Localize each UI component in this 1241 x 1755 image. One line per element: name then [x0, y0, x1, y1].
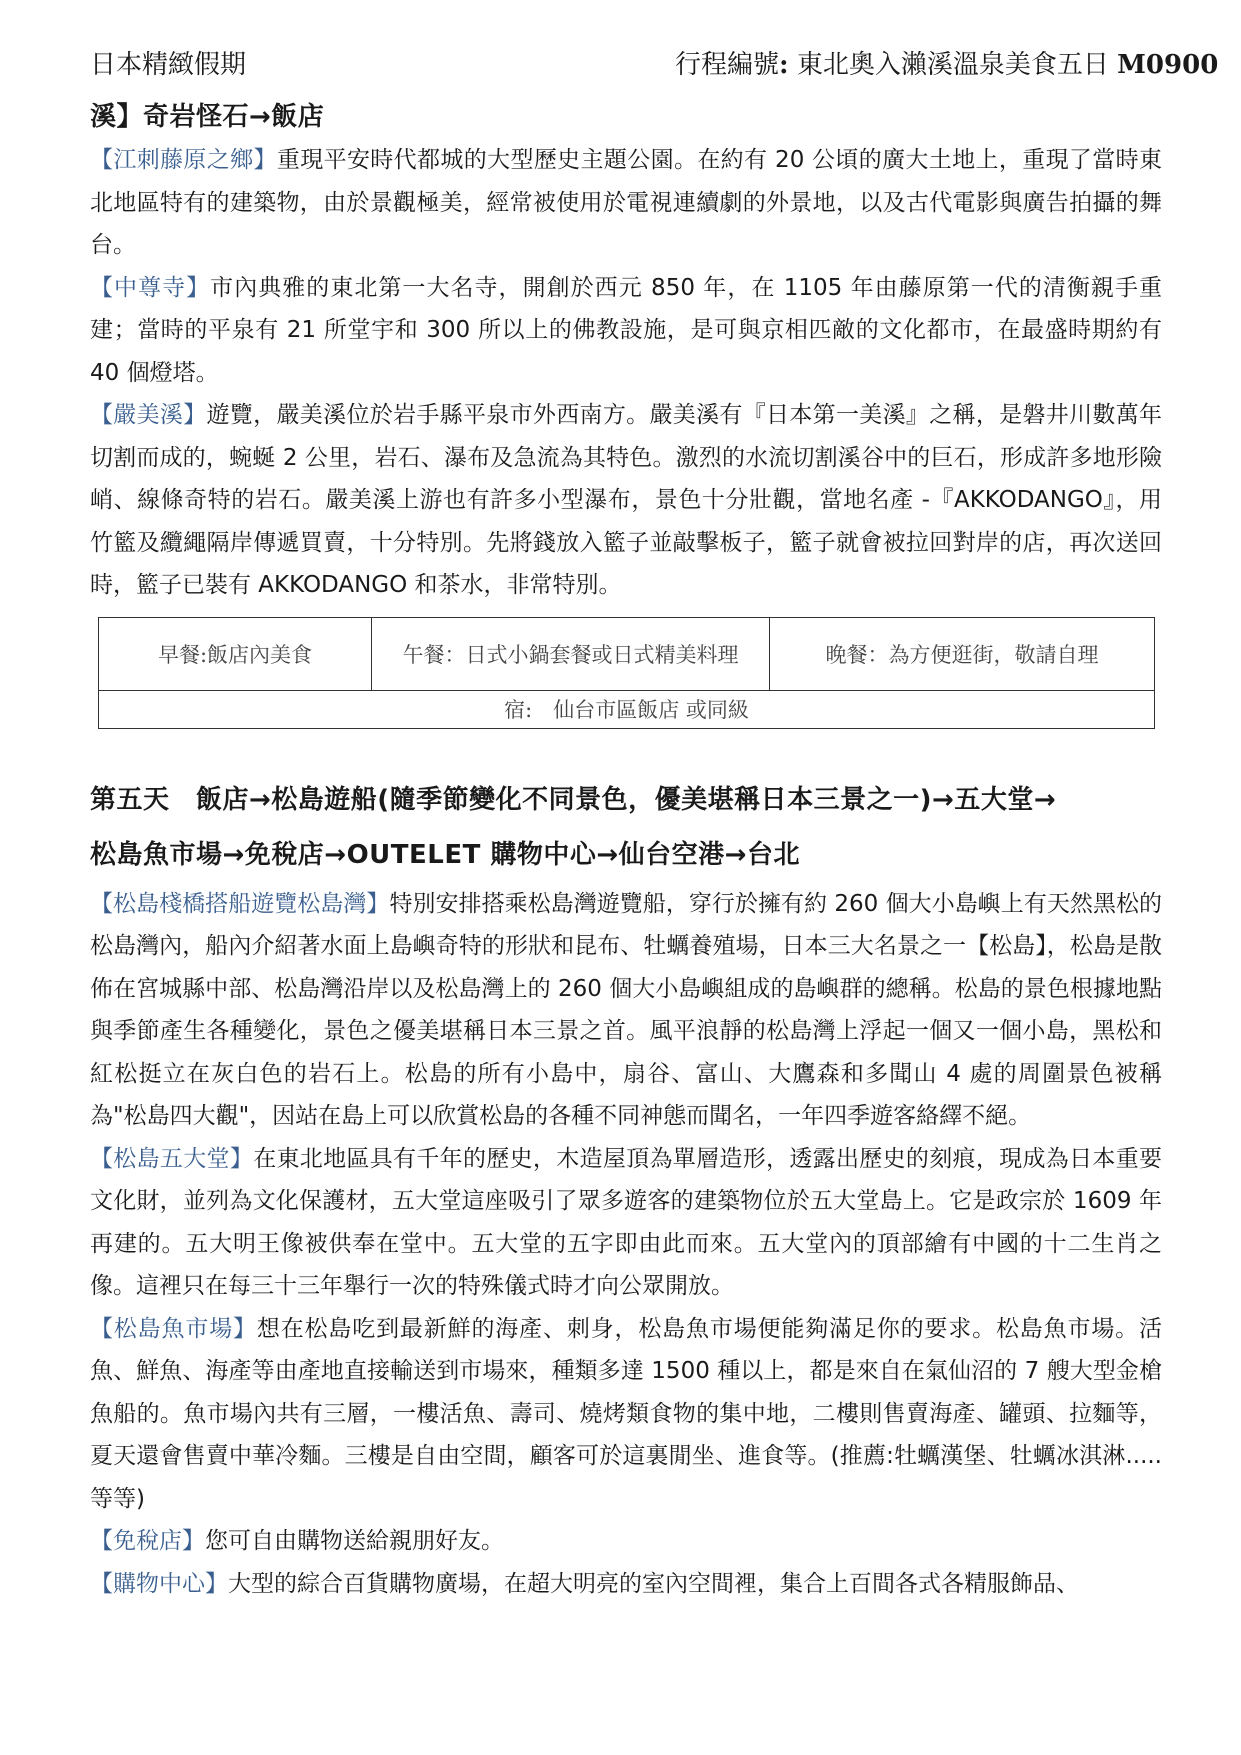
attraction-tag: 【松島魚市場】 — [90, 1315, 257, 1342]
breakfast-cell: 早餐:飯店內美食 — [99, 617, 372, 690]
meal-row — [99, 617, 1155, 690]
day4-heading-tail: 溪】奇岩怪石→飯店 — [90, 102, 325, 132]
paragraph-text: 大型的綜合百貨購物廣場，在超大明亮的室內空間裡，集合上百間各式各精服飾品、 — [228, 1570, 1079, 1597]
attraction-tag: 【中尊寺】 — [90, 274, 211, 301]
itinerary-name: 東北奧入瀨溪溫泉美食五日 — [788, 50, 1118, 80]
paragraph-text: 您可自由購物送給親朋好友。 — [205, 1528, 504, 1554]
day5-heading-line2: 松島魚市場→免稅店→OUTELET 購物中心→仙台空港→台北 — [90, 839, 800, 870]
attraction-tag: 【嚴美溪】 — [90, 402, 207, 428]
section-spacer — [90, 729, 1162, 773]
paragraph-text: 在東北地區具有千年的歷史，木造屋頂為單層造形，透露出歷史的刻痕，現成為日本重要文化財，並列為文化保護材，五大堂這座吸引了眾多遊客的建築物位於五大堂島上。它是政宗於 1609 年再建的。五大明王像被供奉在堂中。五大堂的五字即由此而來。五大堂內的頂部繪有中國的十二生肖之像。這裡只在每三十三年舉行一次的特殊儀式時才向公眾開放。 — [90, 1145, 1163, 1299]
attraction-tag: 【江刺藤原之鄉】 — [90, 147, 277, 173]
paragraph-shopping-center — [90, 1563, 1162, 1606]
dinner-cell: 晚餐：為方便逛街，敬請自理 — [770, 617, 1155, 690]
main-content — [90, 95, 1162, 1605]
day5-heading-line1: 第五天 飯店→松島遊船(隨季節變化不同景色，優美堪稱日本三景之一)→五大堂→ — [90, 784, 1057, 815]
paragraph-matsushima-cruise — [90, 883, 1162, 1138]
meal-table — [98, 617, 1155, 729]
attraction-tag: 【購物中心】 — [90, 1570, 228, 1597]
page-header — [90, 44, 1219, 84]
paragraph-godaido — [90, 1138, 1162, 1308]
paragraph-duty-free — [90, 1520, 1162, 1563]
itinerary-label: 行程編號 — [675, 50, 780, 80]
itinerary-number — [675, 44, 1218, 81]
paragraph-text: 遊覽，嚴美溪位於岩手縣平泉市外西南方。嚴美溪有『日本第一美溪』之稱，是磐井川數萬年切割而成的，蜿蜒 2 公里，岩石、瀑布及急流為其特色。激烈的水流切割溪谷中的巨石，形成許多地形險峭、線條奇特的岩石。嚴美溪上游也有許多小型瀑布，景色十分壯觀，當地名產 -『AKKODANGO』，用竹籃及纜繩隔岸傳遞買賣，十分特別。先將錢放入籃子並敲擊板子，籃子就會被拉回對岸的店，再次送回時，籃子已裝有 AKKODANGO 和茶水，非常特別。 — [90, 402, 1163, 598]
paragraph-esashi — [90, 139, 1162, 267]
lunch-cell: 午餐：日式小鍋套餐或日式精美料理 — [372, 617, 770, 690]
paragraph-text: 特別安排搭乘松島灣遊覽船，穿行於擁有約 260 個大小島嶼上有天然黑松的松島灣內，船內介紹著水面上島嶼奇特的形狀和昆布、牡蠣養殖場，日本三大名景之一【松島】，松島是散佈在宮城縣中部、松島灣沿岸以及松島灣上的 260 個大小島嶼組成的島嶼群的總稱。松島的景色根據地點與季節產生各種變化，景色之優美堪稱日本三景之首。風平浪靜的松島灣上浮起一個又一個小島，黑松和紅松挺立在灰白色的岩石上。松島的所有小島中，扇谷、富山、大鷹森和多聞山 4 處的周圍景色被稱為"松島四大觀"，因站在島上可以欣賞松島的各種不同神態而聞名，一年四季遊客絡繹不絕。 — [90, 890, 1163, 1129]
hotel-cell: 宿: 仙台市區飯店 或同級 — [99, 690, 1155, 728]
hotel-row — [99, 690, 1155, 728]
attraction-tag: 【松島五大堂】 — [90, 1145, 254, 1172]
attraction-tag: 【松島棧橋搭船遊覽松島灣】 — [90, 890, 390, 917]
paragraph-chusonji — [90, 267, 1162, 395]
paragraph-text: 市內典雅的東北第一大名寺，開創於西元 850 年，在 1105 年由藤原第一代的清衡親手重建；當時的平泉有 21 所堂宇和 300 所以上的佛教設施，是可與京相匹敵的文化都市，在最盛時期約有 40 個燈塔。 — [90, 274, 1162, 386]
brand-name: 日本精緻假期 — [90, 50, 247, 80]
paragraph-text: 重現平安時代都城的大型歷史主題公園。在約有 20 公頃的廣大土地上，重現了當時東北地區特有的建築物，由於景觀極美，經常被使用於電視連續劇的外景地，以及古代電影與廣告拍攝的舞台。 — [90, 147, 1163, 258]
paragraph-text: 想在松島吃到最新鮮的海產、刺身，松島魚市場便能夠滿足你的要求。松島魚市場。活魚、鮮魚、海產等由產地直接輸送到市場來，種類多達 1500 種以上，都是來自在氣仙沼的 7 艘大型金槍魚船的。魚市場內共有三層，一樓活魚、壽司、燒烤類食物的集中地，二樓則售賣海產、罐頭、拉麵等，夏天還會售賣中華冷麵。三樓是自由空間，顧客可於這裏閒坐、進食等。(推薦:牡蠣漢堡、牡蠣冰淇淋.....等等) — [90, 1315, 1163, 1512]
attraction-tag: 【免稅店】 — [90, 1528, 205, 1554]
paragraph-fish-market — [90, 1308, 1162, 1521]
itinerary-code: M0900 — [1117, 50, 1219, 80]
itinerary-colon: : — [779, 50, 789, 80]
paragraph-genbikei — [90, 394, 1162, 607]
